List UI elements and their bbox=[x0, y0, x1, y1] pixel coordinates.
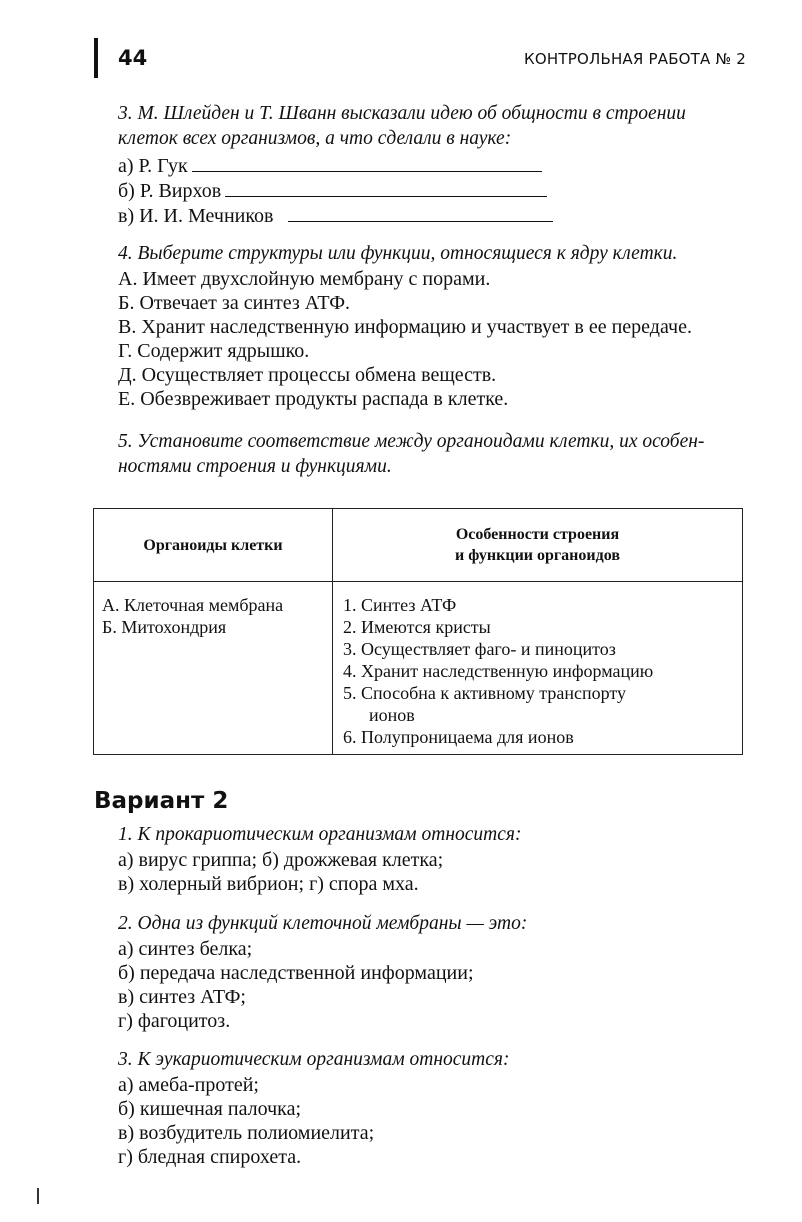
q4-prompt: 4. Выберите структуры или функции, относящиеся к ядру клетки. bbox=[118, 243, 678, 264]
table-header-organelles: Органоиды клетки bbox=[94, 509, 333, 582]
v2-q1-prompt: 1. К прокариотическим организмам относится: bbox=[118, 824, 522, 845]
q3-option-b bbox=[118, 178, 547, 203]
q3-option-a-label: а) Р. Гук bbox=[118, 155, 188, 177]
v2-q2-line: г) фагоцитоз. bbox=[118, 1010, 231, 1032]
q4-option: Д. Осуществляет процессы обмена веществ. bbox=[118, 364, 497, 386]
v2-q3-prompt: 3. К эукариотическим организмам относится: bbox=[118, 1049, 510, 1070]
feature-item: 1. Синтез АТФ bbox=[343, 595, 457, 615]
running-header: КОНТРОЛЬНАЯ РАБОТА № 2 bbox=[524, 50, 746, 68]
q3-option-a bbox=[118, 153, 542, 178]
v2-q3-line: в) возбудитель полиомиелита; bbox=[118, 1122, 375, 1144]
table-header-features-line1: Особенности строения bbox=[455, 526, 620, 543]
q3-option-c-label: в) И. И. Мечников bbox=[118, 205, 274, 227]
q5-prompt-line2: ностями строения и функциями. bbox=[118, 456, 392, 477]
q4-option: В. Хранит наследственную информацию и участвует в ее передаче. bbox=[118, 316, 692, 338]
q3-prompt-line2: клеток всех организмов, а что сделали в науке: bbox=[118, 128, 512, 149]
feature-item: 5. Способна к активному транспорту bbox=[343, 683, 626, 703]
table-header-features-line2: и функции органоидов bbox=[455, 547, 620, 564]
q3-option-c bbox=[118, 203, 553, 228]
organelle-item: А. Клеточная мембрана bbox=[102, 595, 284, 615]
variant-2-heading: Вариант 2 bbox=[94, 788, 229, 814]
v2-q2-line: б) передача наследственной информации; bbox=[118, 962, 474, 984]
table-header-features bbox=[333, 509, 743, 582]
q5-prompt-line1: 5. Установите соответствие между органоидами клетки, их особен- bbox=[118, 431, 705, 452]
feature-item: 3. Осуществляет фаго- и пиноцитоз bbox=[343, 639, 616, 659]
feature-item: 6. Полупроницаема для ионов bbox=[343, 727, 574, 747]
v2-q2-prompt: 2. Одна из функций клеточной мембраны — это: bbox=[118, 913, 528, 934]
features-cell bbox=[333, 582, 743, 755]
v2-q2-line: а) синтез белка; bbox=[118, 938, 253, 960]
scan-mark bbox=[37, 1188, 39, 1204]
v2-q1-line: а) вирус гриппа; б) дрожжевая клетка; bbox=[118, 849, 444, 871]
q4-option: Б. Отвечает за синтез АТФ. bbox=[118, 292, 351, 314]
q3-prompt-line1: 3. М. Шлейден и Т. Шванн высказали идею об общности в строении bbox=[118, 103, 686, 124]
feature-item: 4. Хранит наследственную информацию bbox=[343, 661, 654, 681]
q4-option: Г. Содержит ядрышко. bbox=[118, 340, 310, 362]
q4-option: А. Имеет двухслойную мембрану с порами. bbox=[118, 268, 491, 290]
v2-q2-line: в) синтез АТФ; bbox=[118, 986, 246, 1008]
v2-q3-line: б) кишечная палочка; bbox=[118, 1098, 301, 1120]
q3-option-b-label: б) Р. Вирхов bbox=[118, 180, 222, 202]
answer-blank[interactable] bbox=[225, 178, 547, 197]
page-number: 44 bbox=[118, 46, 148, 70]
q4-option: Е. Обезвреживает продукты распада в клетке. bbox=[118, 388, 509, 410]
v2-q3-line: г) бледная спирохета. bbox=[118, 1146, 302, 1168]
organelle-item: Б. Митохондрия bbox=[102, 617, 227, 637]
organelle-table bbox=[93, 508, 743, 755]
v2-q3-line: а) амеба-протей; bbox=[118, 1074, 259, 1096]
margin-rule bbox=[94, 38, 98, 78]
feature-item: 2. Имеются кристы bbox=[343, 617, 491, 637]
answer-blank[interactable] bbox=[192, 153, 542, 172]
feature-item-continuation: ионов bbox=[369, 705, 415, 725]
organelles-cell bbox=[94, 582, 333, 755]
answer-blank[interactable] bbox=[288, 203, 553, 222]
v2-q1-line: в) холерный вибрион; г) спора мха. bbox=[118, 873, 419, 895]
